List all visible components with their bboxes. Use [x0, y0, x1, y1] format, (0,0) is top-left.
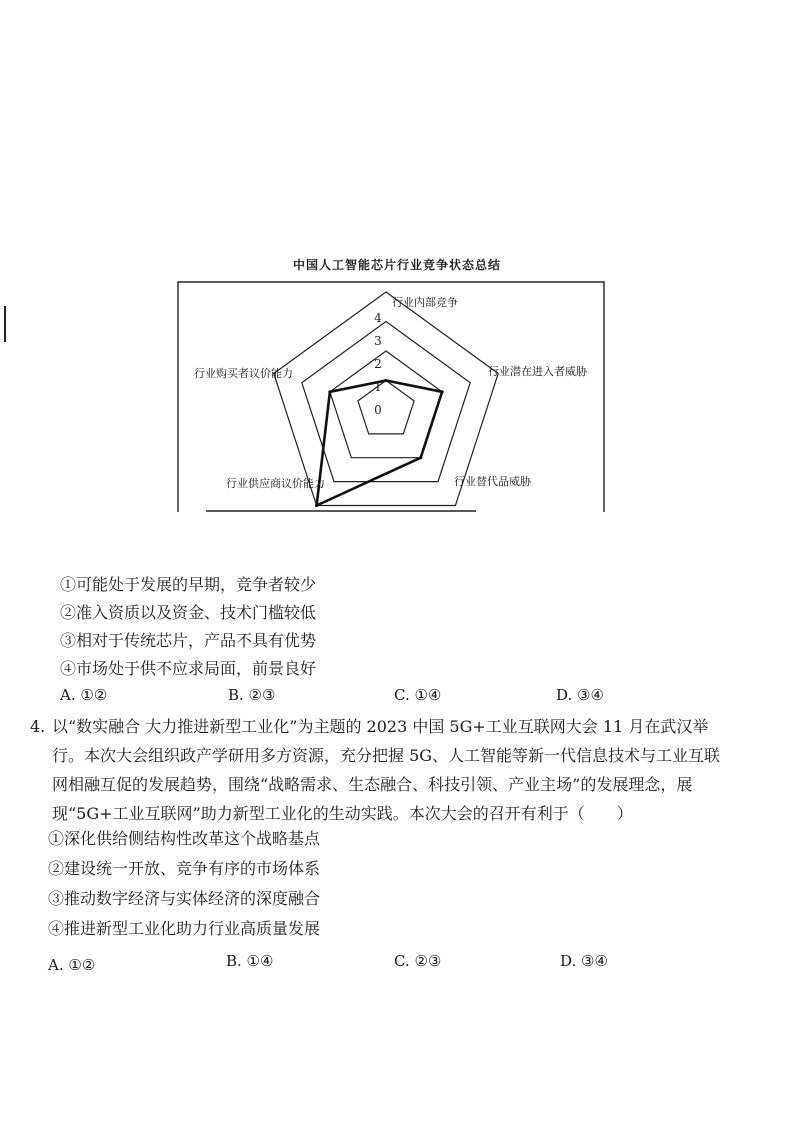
q3-statement-3: ③相对于传统芯片，产品不具有优势	[60, 631, 317, 650]
q4-statement-1: ①深化供给侧结构性改革这个战略基点	[48, 829, 321, 848]
q3-option-a[interactable]: A. ①②	[60, 686, 108, 704]
q4-statement-3: ③推动数字经济与实体经济的深度融合	[48, 889, 321, 908]
q4-option-c[interactable]: C. ②③	[394, 952, 442, 970]
q4-option-d[interactable]: D. ③④	[560, 952, 608, 970]
q4-statement-4: ④推进新型工业化助力行业高质量发展	[48, 919, 321, 938]
radar-chart	[176, 280, 606, 512]
radar-series	[315, 379, 444, 507]
q3-option-d[interactable]: D. ③④	[556, 686, 604, 704]
radar-axis-label-2: 行业替代品威胁	[454, 475, 531, 488]
radar-svg	[176, 280, 606, 512]
q3-statement-1: ①可能处于发展的早期，竞争者较少	[60, 575, 317, 594]
radar-tick-label-1: 1	[374, 379, 382, 394]
radar-series-0	[317, 381, 443, 506]
radar-point-2	[419, 456, 422, 459]
radar-axis-label-4: 行业购买者议价能力	[194, 367, 293, 380]
q4-text: 以“数实融合 大力推进新型工业化”为主题的 2023 中国 5G+工业互联网大会 11 月在武汉举行。本次大会组织政产学研用多方资源，充分把握 5G、人工智能等新一代信息技术与工业互联网相融互促的发展趋势，围绕“战略需求、生态融合、科技引领、产业主场”的发展理念，展现“5G+工业互联网”助力新型工业化的生动实践。本次大会的召开有利于（ ）	[52, 717, 721, 823]
q4-option-a[interactable]: A. ①②	[48, 956, 96, 974]
q3-option-b[interactable]: B. ②③	[228, 686, 276, 704]
radar-tick-label-2: 2	[374, 356, 382, 371]
radar-grid-ring-1	[358, 381, 414, 434]
radar-axis-label-0: 行业内部竞争	[392, 296, 458, 309]
radar-point-3	[315, 504, 318, 507]
q4-option-b[interactable]: B. ①④	[226, 952, 274, 970]
q3-statement-4: ④市场处于供不应求局面，前景良好	[60, 659, 317, 678]
radar-tick-label-3: 3	[374, 333, 382, 348]
radar-point-0	[384, 379, 387, 382]
q3-statement-2: ②准入资质以及资金、技术门槛较低	[60, 603, 317, 622]
radar-point-4	[328, 390, 331, 393]
radar-tick-label-4: 4	[374, 310, 382, 325]
q4-statement-2: ②建设统一开放、竞争有序的市场体系	[48, 859, 321, 878]
q4-question	[30, 712, 732, 828]
margin-mark	[4, 306, 6, 342]
radar-tick-label-0: 0	[374, 403, 382, 417]
radar-axis-labels	[194, 295, 588, 490]
radar-point-1	[441, 390, 444, 393]
q4-number: 4.	[30, 717, 46, 736]
radar-axis-label-3: 行业供应商议价能力	[226, 477, 325, 490]
radar-axis-label-1: 行业潜在进入者威胁	[488, 365, 587, 378]
q3-option-c[interactable]: C. ①④	[394, 686, 442, 704]
chart-title: 中国人工智能芯片行业竞争状态总结	[292, 258, 501, 272]
